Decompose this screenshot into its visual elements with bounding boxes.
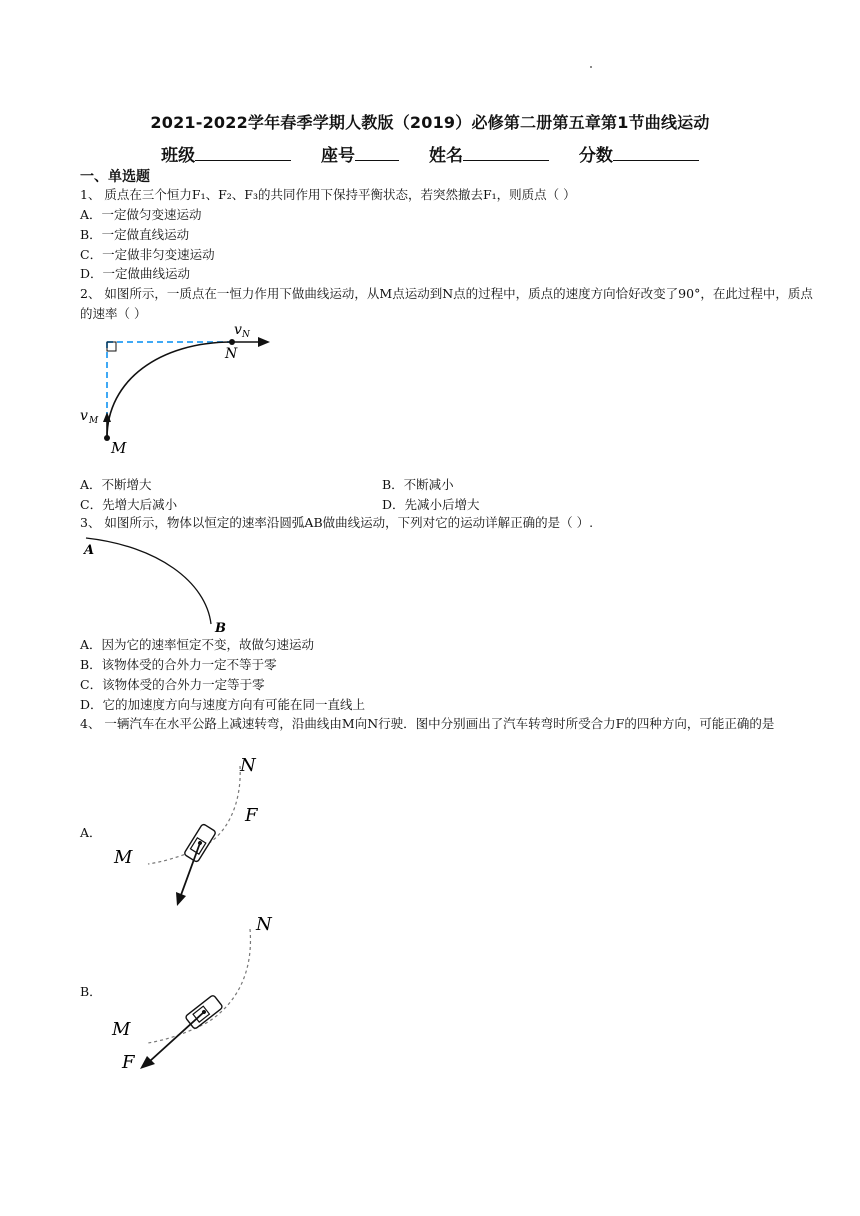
q1-stem: 1、 质点在三个恒力F₁、F₂、F₃的共同作用下保持平衡状态，若突然撤去F₁，则质点（ ） <box>80 187 576 202</box>
score-label: 分数 <box>578 146 613 166</box>
q2-point-N <box>229 339 235 345</box>
q3-option-c: C．该物体受的合外力一定等于零 <box>80 677 265 692</box>
q4-stem: 4、 一辆汽车在水平公路上减速转弯，沿曲线由M向N行驶．图中分别画出了汽车转弯时所受合力F的四种方向，可能正确的是 <box>80 716 775 731</box>
name-blank[interactable] <box>463 144 549 161</box>
q2-label-vM: v <box>80 408 88 424</box>
q4a-label-F: F <box>245 805 258 826</box>
q2-label-vN: v <box>234 322 242 338</box>
q4a-force-arrowhead <box>176 892 186 906</box>
q2-option-b: B．不断减小 <box>382 477 454 492</box>
q4b-label-N: N <box>256 914 272 935</box>
q2-label-M: M <box>111 439 127 457</box>
q1-option-a: A．一定做匀变速运动 <box>80 207 202 222</box>
q4b-label-F: F <box>122 1052 135 1073</box>
q4-option-b-label: B． <box>80 984 102 999</box>
class-label: 班级 <box>161 146 196 166</box>
q2-label-vN-sub: N <box>242 330 250 340</box>
score-blank[interactable] <box>613 144 699 161</box>
q4b-label-M: M <box>112 1019 131 1040</box>
seat-field <box>321 141 399 166</box>
q3-figure <box>78 532 248 637</box>
q2-right-angle-mark <box>107 342 116 351</box>
q3-option-d: D．它的加速度方向与速度方向有可能在同一直线上 <box>80 697 366 712</box>
q3-arc-AB <box>86 538 211 624</box>
q1-option-c: C．一定做非匀变速运动 <box>80 247 215 262</box>
q2-curve <box>107 342 232 438</box>
q3-option-a: A．因为它的速率恒定不变，故做匀速运动 <box>80 637 315 652</box>
q3-stem: 3、 如图所示，物体以恒定的速率沿圆弧AB做曲线运动，下列对它的运动详解正确的是（ ）. <box>80 515 594 530</box>
q3-label-B: B <box>215 621 226 636</box>
seat-blank[interactable] <box>355 144 399 161</box>
class-field <box>161 141 291 166</box>
class-blank[interactable] <box>195 144 291 161</box>
q2-point-M <box>104 435 110 441</box>
q2-figure <box>70 320 290 460</box>
q4-figure-b <box>100 905 300 1075</box>
name-field <box>429 141 549 166</box>
section-heading: 一、单选题 <box>80 169 150 185</box>
q3-label-A: A <box>84 543 95 558</box>
score-field <box>579 141 699 166</box>
q4-option-a-label: A． <box>80 825 102 840</box>
page-dot <box>590 66 592 68</box>
q4a-label-M: M <box>114 847 133 868</box>
q2-label-vM-sub: M <box>89 416 99 426</box>
q1-option-b: B．一定做直线运动 <box>80 227 190 242</box>
q4b-force-arrow <box>150 1012 204 1061</box>
q4a-label-N: N <box>240 755 256 776</box>
q2-vN-arrowhead <box>258 337 270 347</box>
q2-stem: 2、 如图所示，一质点在一恒力作用下做曲线运动，从M点运动到N点的过程中，质点的速度方向恰好改变了90°，在此过程中，质点的速率（ ） <box>80 286 813 321</box>
seat-label: 座号 <box>321 146 356 166</box>
name-label: 姓名 <box>428 146 463 166</box>
student-info-line <box>0 141 860 166</box>
q4-figure-a <box>100 752 300 912</box>
q2-label-N: N <box>225 346 238 362</box>
q2-option-c: C．先增大后减小 <box>80 497 178 512</box>
q2-option-a: A．不断增大 <box>80 477 152 492</box>
q3-option-b: B．该物体受的合外力一定不等于零 <box>80 657 277 672</box>
document-title: 2021-2022学年春季学期人教版（2019）必修第二册第五章第1节曲线运动 <box>150 113 710 132</box>
q1-option-d: D．一定做曲线运动 <box>80 266 191 281</box>
q2-option-d: D．先减小后增大 <box>382 497 480 512</box>
